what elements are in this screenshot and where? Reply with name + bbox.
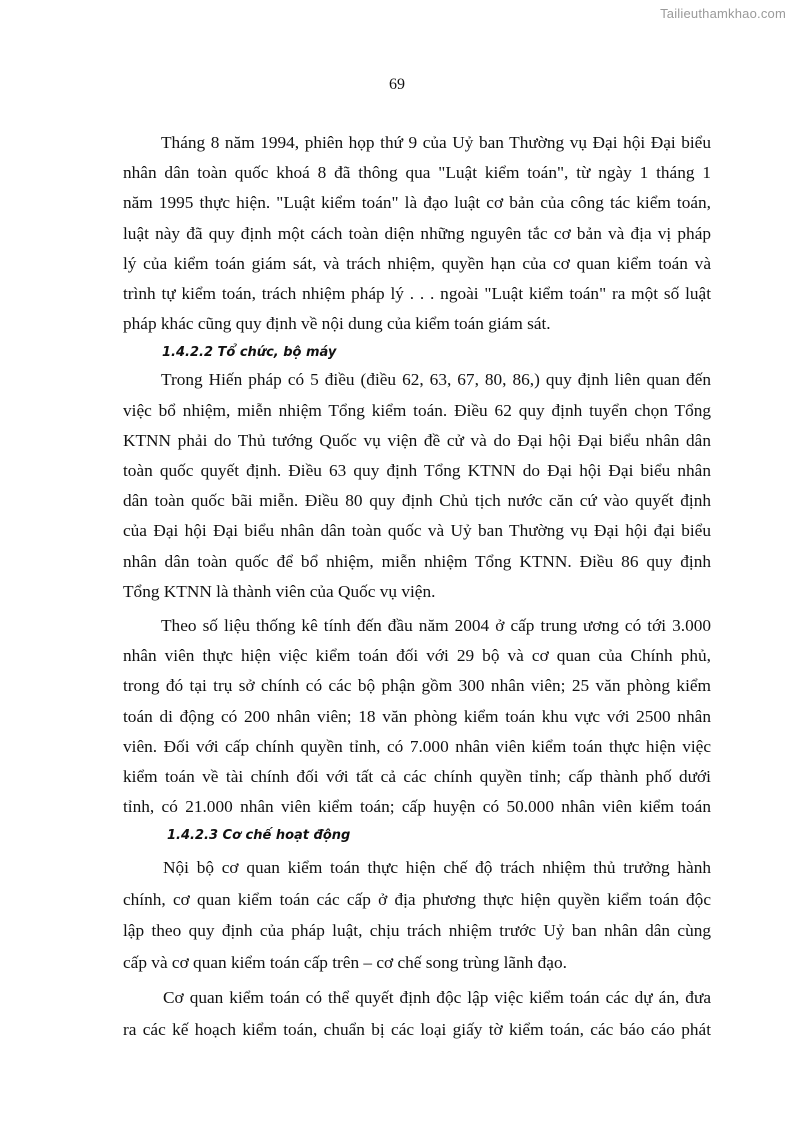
text-line: Theo số liệu thống kê tính đến đầu năm 2004 ở cấp trung ương có tới 3.000 bbox=[161, 616, 711, 636]
text-line: trong đó tại trụ sở chính có các bộ phận gồm 300 nhân viên; 25 văn phòng kiểm bbox=[123, 676, 711, 696]
text-line: kiểm toán về tài chính đối với tất cả các chính quyền tỉnh; cấp thành phố dưới bbox=[123, 767, 711, 787]
text-line: lý của kiểm toán giám sát, và trách nhiệm, quyền hạn của cơ quan kiểm toán và bbox=[123, 253, 711, 273]
text-line: nhân dân toàn quốc để bổ nhiệm, miễn nhiệm Tổng KTNN. Điều 86 quy định bbox=[123, 551, 711, 571]
paragraph-hien-phap bbox=[123, 365, 711, 607]
paragraph-quyet-dinh-doc-lap bbox=[123, 982, 711, 1045]
text-line: Nội bộ cơ quan kiểm toán thực hiện chế độ trách nhiệm thủ trưởng hành bbox=[163, 858, 711, 878]
text-line: Tổng KTNN là thành viên của Quốc vụ viện. bbox=[123, 581, 436, 601]
text-line: Tháng 8 năm 1994, phiên họp thứ 9 của Uỷ ban Thường vụ Đại hội Đại biểu bbox=[161, 133, 711, 152]
paragraph-noi-bo-co-quan bbox=[123, 852, 711, 978]
text-line: cấp và cơ quan kiểm toán cấp trên – cơ chế song trùng lãnh đạo. bbox=[123, 952, 567, 972]
paragraph-luat-kiem-toan bbox=[123, 128, 711, 339]
watermark: Tailieuthamkhao.com bbox=[660, 6, 786, 21]
text-line: của Đại hội Đại biểu nhân dân toàn quốc và Uỷ ban Thường vụ Đại hội đại biểu bbox=[123, 521, 711, 541]
text-line: chính, cơ quan kiểm toán các cấp ở địa phương thực hiện quyền kiểm toán độc bbox=[123, 889, 711, 909]
text-line: ra các kế hoạch kiểm toán, chuẩn bị các loại giấy tờ kiểm toán, các báo cáo phát bbox=[123, 1019, 711, 1039]
document-body bbox=[123, 128, 711, 1045]
page-number: 69 bbox=[389, 76, 405, 93]
text-line: trình tự kiểm toán, trách nhiệm pháp lý . . . ngoài "Luật kiểm toán" ra một số luật bbox=[123, 284, 711, 304]
text-line: nhân dân toàn quốc khoá 8 đã thông qua "Luật kiểm toán", từ ngày 1 tháng 1 bbox=[123, 163, 711, 183]
text-line: luật này đã quy định một cách toàn diện những nguyên tắc cơ bản và địa vị pháp bbox=[123, 223, 711, 243]
text-line: nhân viên thực hiện việc kiểm toán đối với 29 bộ và cơ quan của Chính phủ, bbox=[123, 646, 711, 666]
text-line: KTNN phải do Thủ tướng Quốc vụ viện đề cử và do Đại hội Đại biểu nhân dân bbox=[123, 430, 711, 450]
section-heading-to-chuc-bo-may: 1.4.2.2 Tổ chức, bộ máy bbox=[162, 345, 337, 361]
text-line: Trong Hiến pháp có 5 điều (điều 62, 63, 67, 80, 86,) quy định liên quan đến bbox=[161, 370, 711, 390]
section-heading-co-che-hoat-dong: 1.4.2.3 Cơ chế hoạt động bbox=[167, 828, 351, 844]
text-line: năm 1995 thực hiện. "Luật kiểm toán" là đạo luật cơ bản của công tác kiểm toán, bbox=[123, 193, 711, 213]
text-line: việc bổ nhiệm, miễn nhiệm Tổng kiểm toán. Điều 62 quy định tuyển chọn Tổng bbox=[123, 400, 711, 420]
text-line: dân toàn quốc bãi miễn. Điều 80 quy định Chủ tịch nước căn cứ vào quyết định bbox=[123, 491, 711, 511]
text-line: Cơ quan kiểm toán có thể quyết định độc lập việc kiểm toán các dự án, đưa bbox=[163, 988, 711, 1008]
paragraph-so-lieu-thong-ke bbox=[123, 611, 711, 822]
text-line: toàn quốc quyết định. Điều 63 quy định Tổng KTNN do Đại hội Đại biểu nhân bbox=[123, 461, 711, 481]
text-line: viên. Đối với cấp chính quyền tỉnh, có 7.000 nhân viên kiểm toán thực hiện việc bbox=[123, 736, 711, 756]
text-line: lập theo quy định của pháp luật, chịu trách nhiệm trước Uỷ ban nhân dân cùng bbox=[123, 921, 711, 941]
text-line: tỉnh, có 21.000 nhân viên kiểm toán; cấp huyện có 50.000 nhân viên kiểm toán bbox=[123, 797, 711, 817]
text-line: pháp khác cũng quy định về nội dung của kiểm toán giám sát. bbox=[123, 314, 551, 334]
text-line: toán di động có 200 nhân viên; 18 văn phòng kiểm toán khu vực với 2500 nhân bbox=[123, 706, 711, 726]
